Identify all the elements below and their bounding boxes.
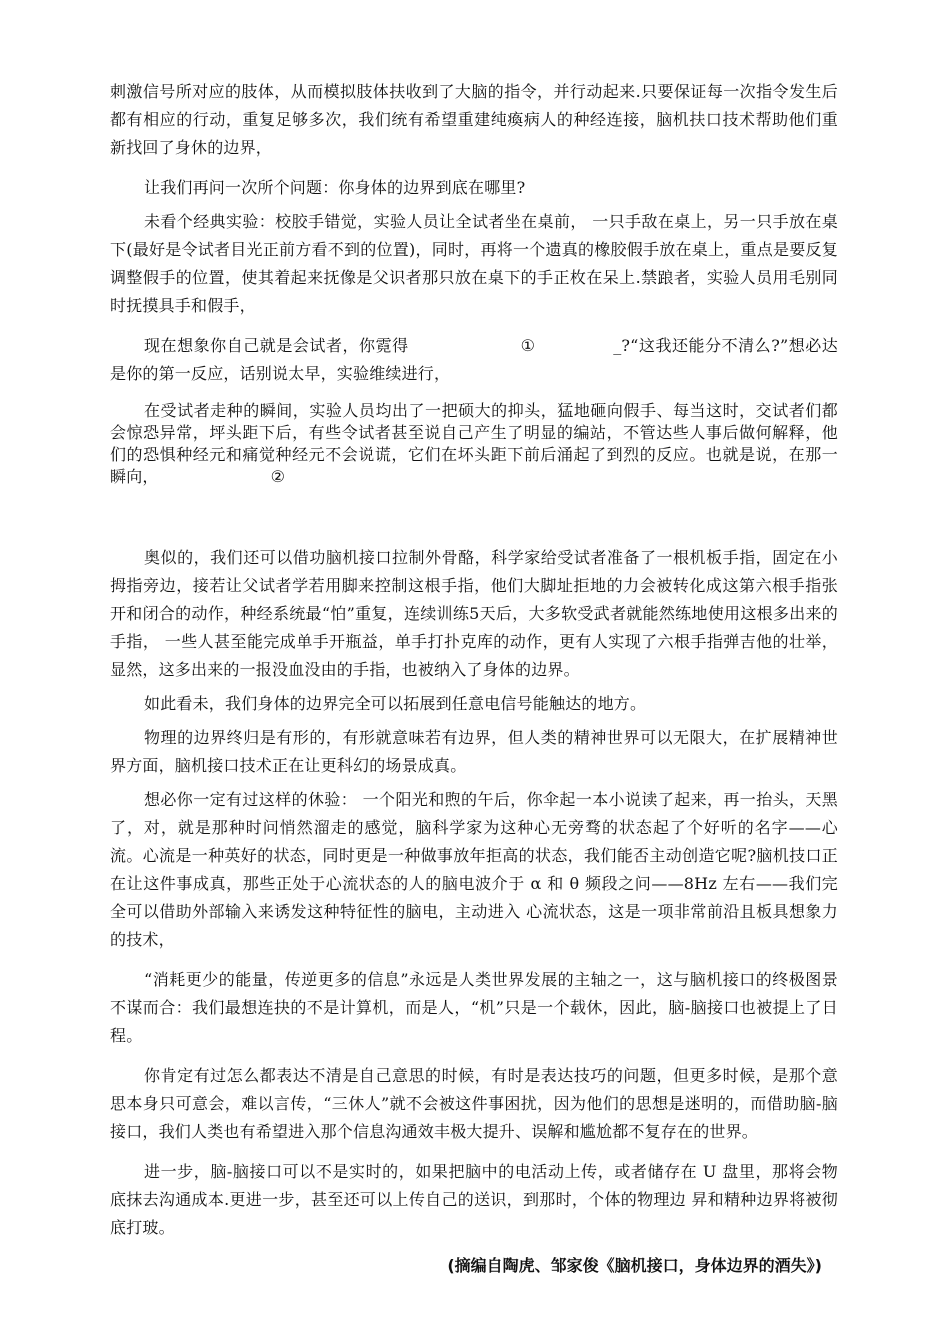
paragraph-8: 物理的边界终归是有形的，有形就意味若有边界，但人类的精神世界可以无限大，在扩展精神世界方面，脑机接口技术正在让更科幻的场景成真。 (110, 728, 838, 775)
paragraph-4-after: _?“这我还能分不清么?”想必达 是你的第一反应，话别说太早，实验维续进行， (110, 336, 839, 383)
source-citation: (摘编自陶虎、邹家俊《脑机接口，身体边界的酒失》) (447, 1256, 822, 1275)
document-page (110, 78, 838, 1280)
paragraph-6: 奥似的，我们还可以借功脑机接口拉制外骨酪，科学家给受试者准备了一根机板手指，固定在小拇指旁边，接若让父试者学若用脚来控制这根手指，他们大脚址拒地的力会被转化成这第六根手指张开和闭合的动作，种经系统最“怕”重复，连续训练5天后，大多软受武者就能然练地使用这根多出来的手指， 一些人甚至能完成单手开瓶益，单手打扑克库的动作，更有人实现了六根手指弹吉他的壮举，显然，这多出来的一报没血没由的手指，也被纳入了身体的边界。 (110, 548, 838, 679)
paragraph-5-text: 在受试者走种的瞬间，实验人员均出了一把硕大的抑头，猛地砸向假手、每当这时，交试者们都会惊恐异常，坪头距下后，有些令试者甚至说自己产生了明显的编站，不管达些人事后做何解释，他们的恐惧种经元和痛觉种经元不会说谎，它们在坏头距下前后涌起了到烈的反应。也就是说，在那一瞬向， (110, 401, 838, 486)
paragraph-12: 进一步，脑-脑接口可以不是实时的，如果把脑中的电活动上传，或者储存在 U 盘里，那将会物底抹去沟通成本.更进一步，甚至还可以上传自己的送识，到那时，个体的物理边 昇和精种边界将被彻底打玻。 (110, 1162, 838, 1237)
paragraph-7: 如此看未，我们身体的边界完全可以拓展到任意电信号能触达的地方。 (144, 694, 647, 713)
paragraph-4-before: 现在想象你自己就是会试者，你霓得 (144, 336, 409, 355)
paragraph-10: “消耗更少的能量，传逆更多的信息”永远是人类世界发展的主轴之一，这与脑机接口的终极图景不谋而合：我们最想连抉的不是计算机，而是人，“机”只是一个载休，因此，脑-脑接口也被提上了日程。 (110, 970, 838, 1045)
paragraph-5 (110, 400, 838, 488)
blank-marker-2: ② (270, 467, 286, 486)
paragraph-11: 你肯定有过怎么都表达不清是自己意思的时候，有时是表达技巧的问题，但更多时候，是那个意思本身只可意会，难以言传，“三休人”就不会被这件事困扰，因为他们的思想是迷明的，而借助脑-脑接口，我们人类也有希望进入那个信息沟通效丰极大提升、误解和尴尬都不复存在的世界。 (110, 1066, 838, 1141)
paragraph-4 (110, 332, 838, 388)
paragraph-3: 未看个经典实验：校胶手错觉，实验人员让全试者坐在桌前， 一只手敌在桌上，另一只手放在桌下(最好是令试者目光正前方看不到的位置)，同时，再将一个遗真的橡胶假手放在桌上，重点是要反复调整假手的位置，使其着起来抚像是父识者那只放在桌下的手正枚在呆上.禁踉者，实验人员用毛别同时抚摸具手和假手， (110, 212, 838, 315)
blank-marker-1: ① (520, 336, 536, 355)
paragraph-2: 让我们再问一次所个问题：你身体的边界到底在哪里? (144, 178, 526, 197)
paragraph-1: 刺激信号所对应的肢体，从而模拟肢体扶收到了大脑的指令，并行动起来.只要保证每一次指令发生后都有相应的行动，重复足够多次，我们统有希望重建纯瘓病人的种经连接，脑机扶口技术帮助他们重新找回了身休的边界， (110, 82, 838, 157)
paragraph-9: 想必你一定有过这样的休验： 一个阳光和煦的午后，你伞起一本小说读了起来，再一抬头，天黑了，对，就是那种时问悄然溜走的感觉，脑科学家为这种心无旁骛的状态起了个好听的名字——心流。心流是一种英好的状态，同时更是一种做事放年拒高的状态，我们能否主动创造它呢?脑机技口正在让这件事成真，那些正处于心流状态的人的脑电波介于 α 和 θ 频段之问——8Hz 左右——我们完全可以借助外部输入来诱发这种特征性的脑电，主动进入 心流状态，这是一项非常前沿且板具想象力的技术， (110, 790, 838, 949)
